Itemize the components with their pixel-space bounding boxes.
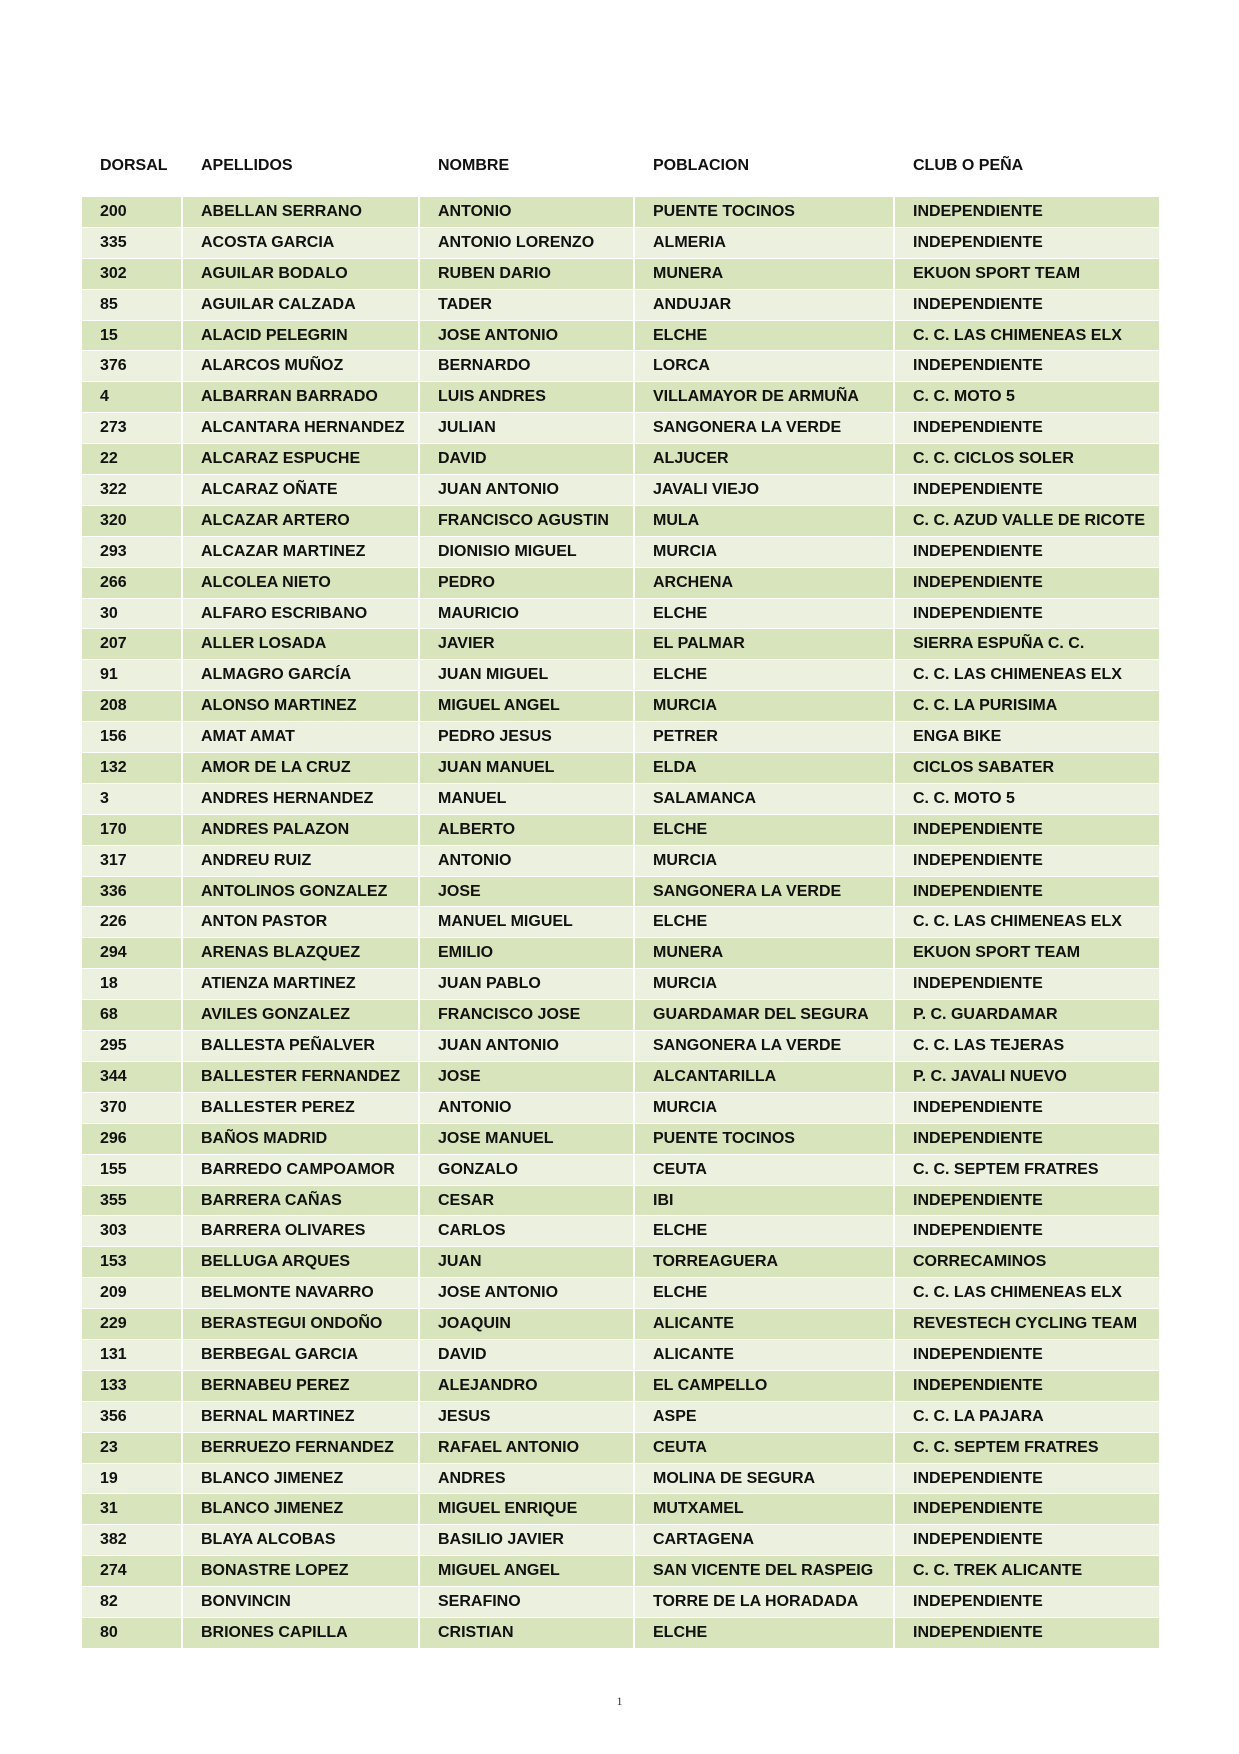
table-row xyxy=(82,753,1159,784)
cell-club: ENGA BIKE xyxy=(895,722,1159,753)
table-row xyxy=(82,1309,1159,1340)
cell-dorsal: 317 xyxy=(82,846,183,877)
cell-poblacion: ELCHE xyxy=(635,1216,895,1247)
cell-club: C. C. SEPTEM FRATRES xyxy=(895,1155,1159,1186)
cell-poblacion: ALICANTE xyxy=(635,1309,895,1340)
cell-club: INDEPENDIENTE xyxy=(895,1371,1159,1402)
cell-nombre: MANUEL MIGUEL xyxy=(420,907,635,938)
table-header xyxy=(82,148,1159,184)
cell-nombre: JUAN PABLO xyxy=(420,969,635,1000)
cell-club: C. C. LAS CHIMENEAS ELX xyxy=(895,321,1159,352)
cell-dorsal: 131 xyxy=(82,1340,183,1371)
header-poblacion: POBLACION xyxy=(653,157,749,174)
cell-poblacion: ALCANTARILLA xyxy=(635,1062,895,1093)
cell-club: EKUON SPORT TEAM xyxy=(895,259,1159,290)
table-row xyxy=(82,969,1159,1000)
cell-club: INDEPENDIENTE xyxy=(895,1216,1159,1247)
cell-nombre: ALEJANDRO xyxy=(420,1371,635,1402)
cell-club: INDEPENDIENTE xyxy=(895,1618,1159,1649)
cell-club: INDEPENDIENTE xyxy=(895,846,1159,877)
cell-club: P. C. GUARDAMAR xyxy=(895,1000,1159,1031)
cell-dorsal: 294 xyxy=(82,938,183,969)
cell-nombre: JOSE MANUEL xyxy=(420,1124,635,1155)
cell-club: C. C. LAS CHIMENEAS ELX xyxy=(895,907,1159,938)
cell-club: INDEPENDIENTE xyxy=(895,599,1159,630)
cell-club: C. C. LAS TEJERAS xyxy=(895,1031,1159,1062)
cell-dorsal: 156 xyxy=(82,722,183,753)
cell-club: C. C. MOTO 5 xyxy=(895,784,1159,815)
cell-apellidos: AMAT AMAT xyxy=(183,722,420,753)
cell-apellidos: BERRUEZO FERNANDEZ xyxy=(183,1433,420,1464)
cell-dorsal: 132 xyxy=(82,753,183,784)
cell-club: C. C. MOTO 5 xyxy=(895,382,1159,413)
cell-apellidos: BELLUGA ARQUES xyxy=(183,1247,420,1278)
table-row xyxy=(82,1525,1159,1556)
cell-club: P. C. JAVALI NUEVO xyxy=(895,1062,1159,1093)
cell-nombre: MIGUEL ENRIQUE xyxy=(420,1494,635,1525)
cell-poblacion: ALICANTE xyxy=(635,1340,895,1371)
cell-club: C. C. AZUD VALLE DE RICOTE xyxy=(895,506,1159,537)
cell-poblacion: ELCHE xyxy=(635,1618,895,1649)
cell-apellidos: BARREDO CAMPOAMOR xyxy=(183,1155,420,1186)
table-row xyxy=(82,1186,1159,1217)
cell-poblacion: PUENTE TOCINOS xyxy=(635,197,895,228)
cell-poblacion: MUNERA xyxy=(635,259,895,290)
cell-club: C. C. LAS CHIMENEAS ELX xyxy=(895,1278,1159,1309)
cell-dorsal: 295 xyxy=(82,1031,183,1062)
cell-dorsal: 266 xyxy=(82,568,183,599)
cell-club: INDEPENDIENTE xyxy=(895,568,1159,599)
cell-apellidos: ALCOLEA NIETO xyxy=(183,568,420,599)
cell-poblacion: MOLINA DE SEGURA xyxy=(635,1464,895,1495)
cell-poblacion: MULA xyxy=(635,506,895,537)
cell-nombre: EMILIO xyxy=(420,938,635,969)
cell-nombre: ANDRES xyxy=(420,1464,635,1495)
cell-dorsal: 370 xyxy=(82,1093,183,1124)
cell-apellidos: BERNABEU PEREZ xyxy=(183,1371,420,1402)
cell-dorsal: 80 xyxy=(82,1618,183,1649)
cell-apellidos: AVILES GONZALEZ xyxy=(183,1000,420,1031)
cell-dorsal: 274 xyxy=(82,1556,183,1587)
cell-apellidos: BARRERA CAÑAS xyxy=(183,1186,420,1217)
cell-nombre: JOAQUIN xyxy=(420,1309,635,1340)
cell-dorsal: 22 xyxy=(82,444,183,475)
cell-poblacion: ELCHE xyxy=(635,1278,895,1309)
table-row xyxy=(82,599,1159,630)
cell-dorsal: 133 xyxy=(82,1371,183,1402)
cell-poblacion: MUTXAMEL xyxy=(635,1494,895,1525)
cell-dorsal: 91 xyxy=(82,660,183,691)
cell-club: REVESTECH CYCLING TEAM xyxy=(895,1309,1159,1340)
cell-nombre: JUAN ANTONIO xyxy=(420,475,635,506)
cell-apellidos: BRIONES CAPILLA xyxy=(183,1618,420,1649)
cell-dorsal: 296 xyxy=(82,1124,183,1155)
table-row xyxy=(82,1556,1159,1587)
table-row xyxy=(82,1247,1159,1278)
cell-dorsal: 15 xyxy=(82,321,183,352)
cell-nombre: CRISTIAN xyxy=(420,1618,635,1649)
cell-nombre: MIGUEL ANGEL xyxy=(420,691,635,722)
cell-apellidos: BLANCO JIMENEZ xyxy=(183,1494,420,1525)
cell-club: INDEPENDIENTE xyxy=(895,1340,1159,1371)
cell-poblacion: PUENTE TOCINOS xyxy=(635,1124,895,1155)
cell-poblacion: GUARDAMAR DEL SEGURA xyxy=(635,1000,895,1031)
cell-poblacion: ELCHE xyxy=(635,815,895,846)
cell-dorsal: 208 xyxy=(82,691,183,722)
cell-dorsal: 207 xyxy=(82,629,183,660)
cell-nombre: MANUEL xyxy=(420,784,635,815)
cell-club: INDEPENDIENTE xyxy=(895,969,1159,1000)
table-row xyxy=(82,1216,1159,1247)
cell-club: C. C. CICLOS SOLER xyxy=(895,444,1159,475)
cell-poblacion: CARTAGENA xyxy=(635,1525,895,1556)
cell-nombre: ANTONIO LORENZO xyxy=(420,228,635,259)
cell-dorsal: 31 xyxy=(82,1494,183,1525)
table-row xyxy=(82,1464,1159,1495)
cell-nombre: FRANCISCO JOSE xyxy=(420,1000,635,1031)
cell-club: INDEPENDIENTE xyxy=(895,351,1159,382)
cell-club: C. C. LAS CHIMENEAS ELX xyxy=(895,660,1159,691)
cell-poblacion: MURCIA xyxy=(635,537,895,568)
cell-dorsal: 320 xyxy=(82,506,183,537)
cell-dorsal: 209 xyxy=(82,1278,183,1309)
cell-apellidos: ALCANTARA HERNANDEZ xyxy=(183,413,420,444)
cell-dorsal: 155 xyxy=(82,1155,183,1186)
table-row xyxy=(82,1618,1159,1649)
cell-nombre: JUAN MANUEL xyxy=(420,753,635,784)
cell-poblacion: LORCA xyxy=(635,351,895,382)
table-body xyxy=(82,196,1159,1649)
header-nombre: NOMBRE xyxy=(438,157,510,174)
cell-poblacion: EL PALMAR xyxy=(635,629,895,660)
cell-apellidos: BLAYA ALCOBAS xyxy=(183,1525,420,1556)
cell-club: INDEPENDIENTE xyxy=(895,1186,1159,1217)
table-row xyxy=(82,1371,1159,1402)
cell-club: CORRECAMINOS xyxy=(895,1247,1159,1278)
cell-nombre: JOSE ANTONIO xyxy=(420,321,635,352)
cell-club: INDEPENDIENTE xyxy=(895,1587,1159,1618)
cell-poblacion: MURCIA xyxy=(635,846,895,877)
cell-club: C. C. SEPTEM FRATRES xyxy=(895,1433,1159,1464)
header-apellidos: APELLIDOS xyxy=(201,157,293,174)
cell-dorsal: 226 xyxy=(82,907,183,938)
cell-dorsal: 355 xyxy=(82,1186,183,1217)
cell-poblacion: MURCIA xyxy=(635,969,895,1000)
cell-apellidos: ANDREU RUIZ xyxy=(183,846,420,877)
cell-poblacion: SALAMANCA xyxy=(635,784,895,815)
cell-nombre: RAFAEL ANTONIO xyxy=(420,1433,635,1464)
cell-nombre: ANTONIO xyxy=(420,1093,635,1124)
cell-club: INDEPENDIENTE xyxy=(895,537,1159,568)
cell-poblacion: ELCHE xyxy=(635,660,895,691)
cell-apellidos: BARRERA OLIVARES xyxy=(183,1216,420,1247)
cell-apellidos: ANDRES HERNANDEZ xyxy=(183,784,420,815)
cell-poblacion: ELCHE xyxy=(635,321,895,352)
table-row xyxy=(82,228,1159,259)
table-row xyxy=(82,907,1159,938)
cell-dorsal: 302 xyxy=(82,259,183,290)
cell-poblacion: TORREAGUERA xyxy=(635,1247,895,1278)
cell-apellidos: ALCARAZ OÑATE xyxy=(183,475,420,506)
cell-dorsal: 336 xyxy=(82,877,183,908)
cell-nombre: DAVID xyxy=(420,1340,635,1371)
cell-dorsal: 23 xyxy=(82,1433,183,1464)
cell-nombre: JUAN MIGUEL xyxy=(420,660,635,691)
cell-club: C. C. LA PURISIMA xyxy=(895,691,1159,722)
cell-poblacion: MUNERA xyxy=(635,938,895,969)
cell-club: SIERRA ESPUÑA C. C. xyxy=(895,629,1159,660)
cell-dorsal: 322 xyxy=(82,475,183,506)
table-row xyxy=(82,629,1159,660)
cell-poblacion: JAVALI VIEJO xyxy=(635,475,895,506)
cell-apellidos: ARENAS BLAZQUEZ xyxy=(183,938,420,969)
cell-apellidos: ALCARAZ ESPUCHE xyxy=(183,444,420,475)
cell-nombre: JAVIER xyxy=(420,629,635,660)
cell-dorsal: 335 xyxy=(82,228,183,259)
cell-nombre: JULIAN xyxy=(420,413,635,444)
cell-poblacion: ALJUCER xyxy=(635,444,895,475)
table-row xyxy=(82,290,1159,321)
cell-nombre: MAURICIO xyxy=(420,599,635,630)
cell-nombre: ANTONIO xyxy=(420,846,635,877)
cell-poblacion: ASPE xyxy=(635,1402,895,1433)
cell-apellidos: ALARCOS MUÑOZ xyxy=(183,351,420,382)
table-row xyxy=(82,1093,1159,1124)
page-number: 1 xyxy=(616,1694,623,1708)
cell-club: C. C. TREK ALICANTE xyxy=(895,1556,1159,1587)
cell-nombre: BASILIO JAVIER xyxy=(420,1525,635,1556)
cell-nombre: TADER xyxy=(420,290,635,321)
cell-apellidos: ALCAZAR ARTERO xyxy=(183,506,420,537)
cell-poblacion: ELCHE xyxy=(635,907,895,938)
cell-apellidos: ANTON PASTOR xyxy=(183,907,420,938)
cell-apellidos: ALBARRAN BARRADO xyxy=(183,382,420,413)
cell-nombre: PEDRO JESUS xyxy=(420,722,635,753)
table-row xyxy=(82,382,1159,413)
cell-apellidos: BALLESTER PEREZ xyxy=(183,1093,420,1124)
cell-nombre: RUBEN DARIO xyxy=(420,259,635,290)
cell-dorsal: 170 xyxy=(82,815,183,846)
table-row xyxy=(82,1402,1159,1433)
table-row xyxy=(82,413,1159,444)
cell-apellidos: BERNAL MARTINEZ xyxy=(183,1402,420,1433)
cell-nombre: ALBERTO xyxy=(420,815,635,846)
cell-dorsal: 82 xyxy=(82,1587,183,1618)
cell-poblacion: SANGONERA LA VERDE xyxy=(635,1031,895,1062)
cell-club: INDEPENDIENTE xyxy=(895,1124,1159,1155)
cell-dorsal: 19 xyxy=(82,1464,183,1495)
table-row xyxy=(82,938,1159,969)
table-row xyxy=(82,475,1159,506)
cell-club: INDEPENDIENTE xyxy=(895,1093,1159,1124)
cell-poblacion: ANDUJAR xyxy=(635,290,895,321)
cell-dorsal: 153 xyxy=(82,1247,183,1278)
cell-dorsal: 303 xyxy=(82,1216,183,1247)
table-row xyxy=(82,877,1159,908)
cell-dorsal: 344 xyxy=(82,1062,183,1093)
cell-nombre: DAVID xyxy=(420,444,635,475)
table-row xyxy=(82,815,1159,846)
table-row xyxy=(82,1340,1159,1371)
cell-club: INDEPENDIENTE xyxy=(895,475,1159,506)
cell-club: INDEPENDIENTE xyxy=(895,290,1159,321)
cell-poblacion: CEUTA xyxy=(635,1155,895,1186)
cell-nombre: GONZALO xyxy=(420,1155,635,1186)
cell-poblacion: ELDA xyxy=(635,753,895,784)
table-row xyxy=(82,568,1159,599)
cell-dorsal: 30 xyxy=(82,599,183,630)
cell-poblacion: SANGONERA LA VERDE xyxy=(635,877,895,908)
table-row xyxy=(82,537,1159,568)
cell-apellidos: BALLESTER FERNANDEZ xyxy=(183,1062,420,1093)
cell-apellidos: ALONSO MARTINEZ xyxy=(183,691,420,722)
cell-apellidos: BELMONTE NAVARRO xyxy=(183,1278,420,1309)
cell-poblacion: SAN VICENTE DEL RASPEIG xyxy=(635,1556,895,1587)
table-row xyxy=(82,660,1159,691)
cell-apellidos: AGUILAR BODALO xyxy=(183,259,420,290)
cell-apellidos: ACOSTA GARCIA xyxy=(183,228,420,259)
cell-apellidos: BAÑOS MADRID xyxy=(183,1124,420,1155)
table-row xyxy=(82,691,1159,722)
cell-poblacion: ARCHENA xyxy=(635,568,895,599)
cell-poblacion: PETRER xyxy=(635,722,895,753)
cell-nombre: JUAN ANTONIO xyxy=(420,1031,635,1062)
cell-nombre: JUAN xyxy=(420,1247,635,1278)
cell-poblacion: MURCIA xyxy=(635,691,895,722)
cell-nombre: BERNARDO xyxy=(420,351,635,382)
table-row xyxy=(82,321,1159,352)
cell-nombre: DIONISIO MIGUEL xyxy=(420,537,635,568)
cell-nombre: PEDRO xyxy=(420,568,635,599)
table-row xyxy=(82,1155,1159,1186)
cell-apellidos: BONVINCIN xyxy=(183,1587,420,1618)
cell-dorsal: 3 xyxy=(82,784,183,815)
cell-club: INDEPENDIENTE xyxy=(895,413,1159,444)
table-row xyxy=(82,506,1159,537)
cell-club: EKUON SPORT TEAM xyxy=(895,938,1159,969)
cell-dorsal: 293 xyxy=(82,537,183,568)
cell-club: INDEPENDIENTE xyxy=(895,1494,1159,1525)
cell-nombre: SERAFINO xyxy=(420,1587,635,1618)
cell-apellidos: ALLER LOSADA xyxy=(183,629,420,660)
cell-nombre: CESAR xyxy=(420,1186,635,1217)
cell-nombre: JESUS xyxy=(420,1402,635,1433)
table-row xyxy=(82,197,1159,228)
cell-apellidos: ANDRES PALAZON xyxy=(183,815,420,846)
cell-poblacion: EL CAMPELLO xyxy=(635,1371,895,1402)
cell-nombre: ANTONIO xyxy=(420,197,635,228)
table-row xyxy=(82,784,1159,815)
cell-poblacion: TORRE DE LA HORADADA xyxy=(635,1587,895,1618)
cell-apellidos: ALCAZAR MARTINEZ xyxy=(183,537,420,568)
cell-dorsal: 4 xyxy=(82,382,183,413)
cell-apellidos: BALLESTA PEÑALVER xyxy=(183,1031,420,1062)
table-row xyxy=(82,1587,1159,1618)
cell-dorsal: 273 xyxy=(82,413,183,444)
table-row xyxy=(82,1031,1159,1062)
cell-poblacion: SANGONERA LA VERDE xyxy=(635,413,895,444)
cell-apellidos: ABELLAN SERRANO xyxy=(183,197,420,228)
cell-dorsal: 85 xyxy=(82,290,183,321)
table-row xyxy=(82,1433,1159,1464)
cell-apellidos: ATIENZA MARTINEZ xyxy=(183,969,420,1000)
cell-poblacion: CEUTA xyxy=(635,1433,895,1464)
table-row xyxy=(82,259,1159,290)
cell-apellidos: BLANCO JIMENEZ xyxy=(183,1464,420,1495)
cell-apellidos: ANTOLINOS GONZALEZ xyxy=(183,877,420,908)
cell-apellidos: BONASTRE LOPEZ xyxy=(183,1556,420,1587)
cell-dorsal: 376 xyxy=(82,351,183,382)
cell-nombre: CARLOS xyxy=(420,1216,635,1247)
cell-apellidos: AMOR DE LA CRUZ xyxy=(183,753,420,784)
cell-club: INDEPENDIENTE xyxy=(895,197,1159,228)
cell-apellidos: ALFARO ESCRIBANO xyxy=(183,599,420,630)
cell-dorsal: 200 xyxy=(82,197,183,228)
table-row xyxy=(82,1494,1159,1525)
cell-club: C. C. LA PAJARA xyxy=(895,1402,1159,1433)
cell-apellidos: ALMAGRO GARCÍA xyxy=(183,660,420,691)
table-row xyxy=(82,846,1159,877)
cell-apellidos: BERASTEGUI ONDOÑO xyxy=(183,1309,420,1340)
cell-nombre: JOSE ANTONIO xyxy=(420,1278,635,1309)
table-row xyxy=(82,351,1159,382)
header-club: CLUB O PEÑA xyxy=(913,157,1024,174)
table-row xyxy=(82,1278,1159,1309)
cell-club: INDEPENDIENTE xyxy=(895,1525,1159,1556)
cell-dorsal: 229 xyxy=(82,1309,183,1340)
header-dorsal: DORSAL xyxy=(100,157,168,174)
cell-dorsal: 382 xyxy=(82,1525,183,1556)
participants-table xyxy=(82,148,1159,1649)
cell-dorsal: 18 xyxy=(82,969,183,1000)
cell-nombre: LUIS ANDRES xyxy=(420,382,635,413)
cell-apellidos: AGUILAR CALZADA xyxy=(183,290,420,321)
cell-club: INDEPENDIENTE xyxy=(895,877,1159,908)
cell-club: CICLOS SABATER xyxy=(895,753,1159,784)
cell-dorsal: 356 xyxy=(82,1402,183,1433)
cell-nombre: JOSE xyxy=(420,877,635,908)
cell-club: INDEPENDIENTE xyxy=(895,1464,1159,1495)
cell-poblacion: ALMERIA xyxy=(635,228,895,259)
cell-dorsal: 68 xyxy=(82,1000,183,1031)
cell-nombre: FRANCISCO AGUSTIN xyxy=(420,506,635,537)
cell-poblacion: VILLAMAYOR DE ARMUÑA xyxy=(635,382,895,413)
table-row xyxy=(82,1062,1159,1093)
table-row xyxy=(82,1124,1159,1155)
cell-club: INDEPENDIENTE xyxy=(895,228,1159,259)
cell-club: INDEPENDIENTE xyxy=(895,815,1159,846)
cell-nombre: JOSE xyxy=(420,1062,635,1093)
table-row xyxy=(82,444,1159,475)
table-row xyxy=(82,1000,1159,1031)
cell-poblacion: ELCHE xyxy=(635,599,895,630)
table-row xyxy=(82,722,1159,753)
cell-poblacion: IBI xyxy=(635,1186,895,1217)
cell-poblacion: MURCIA xyxy=(635,1093,895,1124)
cell-apellidos: ALACID PELEGRIN xyxy=(183,321,420,352)
cell-apellidos: BERBEGAL GARCIA xyxy=(183,1340,420,1371)
cell-nombre: MIGUEL ANGEL xyxy=(420,1556,635,1587)
